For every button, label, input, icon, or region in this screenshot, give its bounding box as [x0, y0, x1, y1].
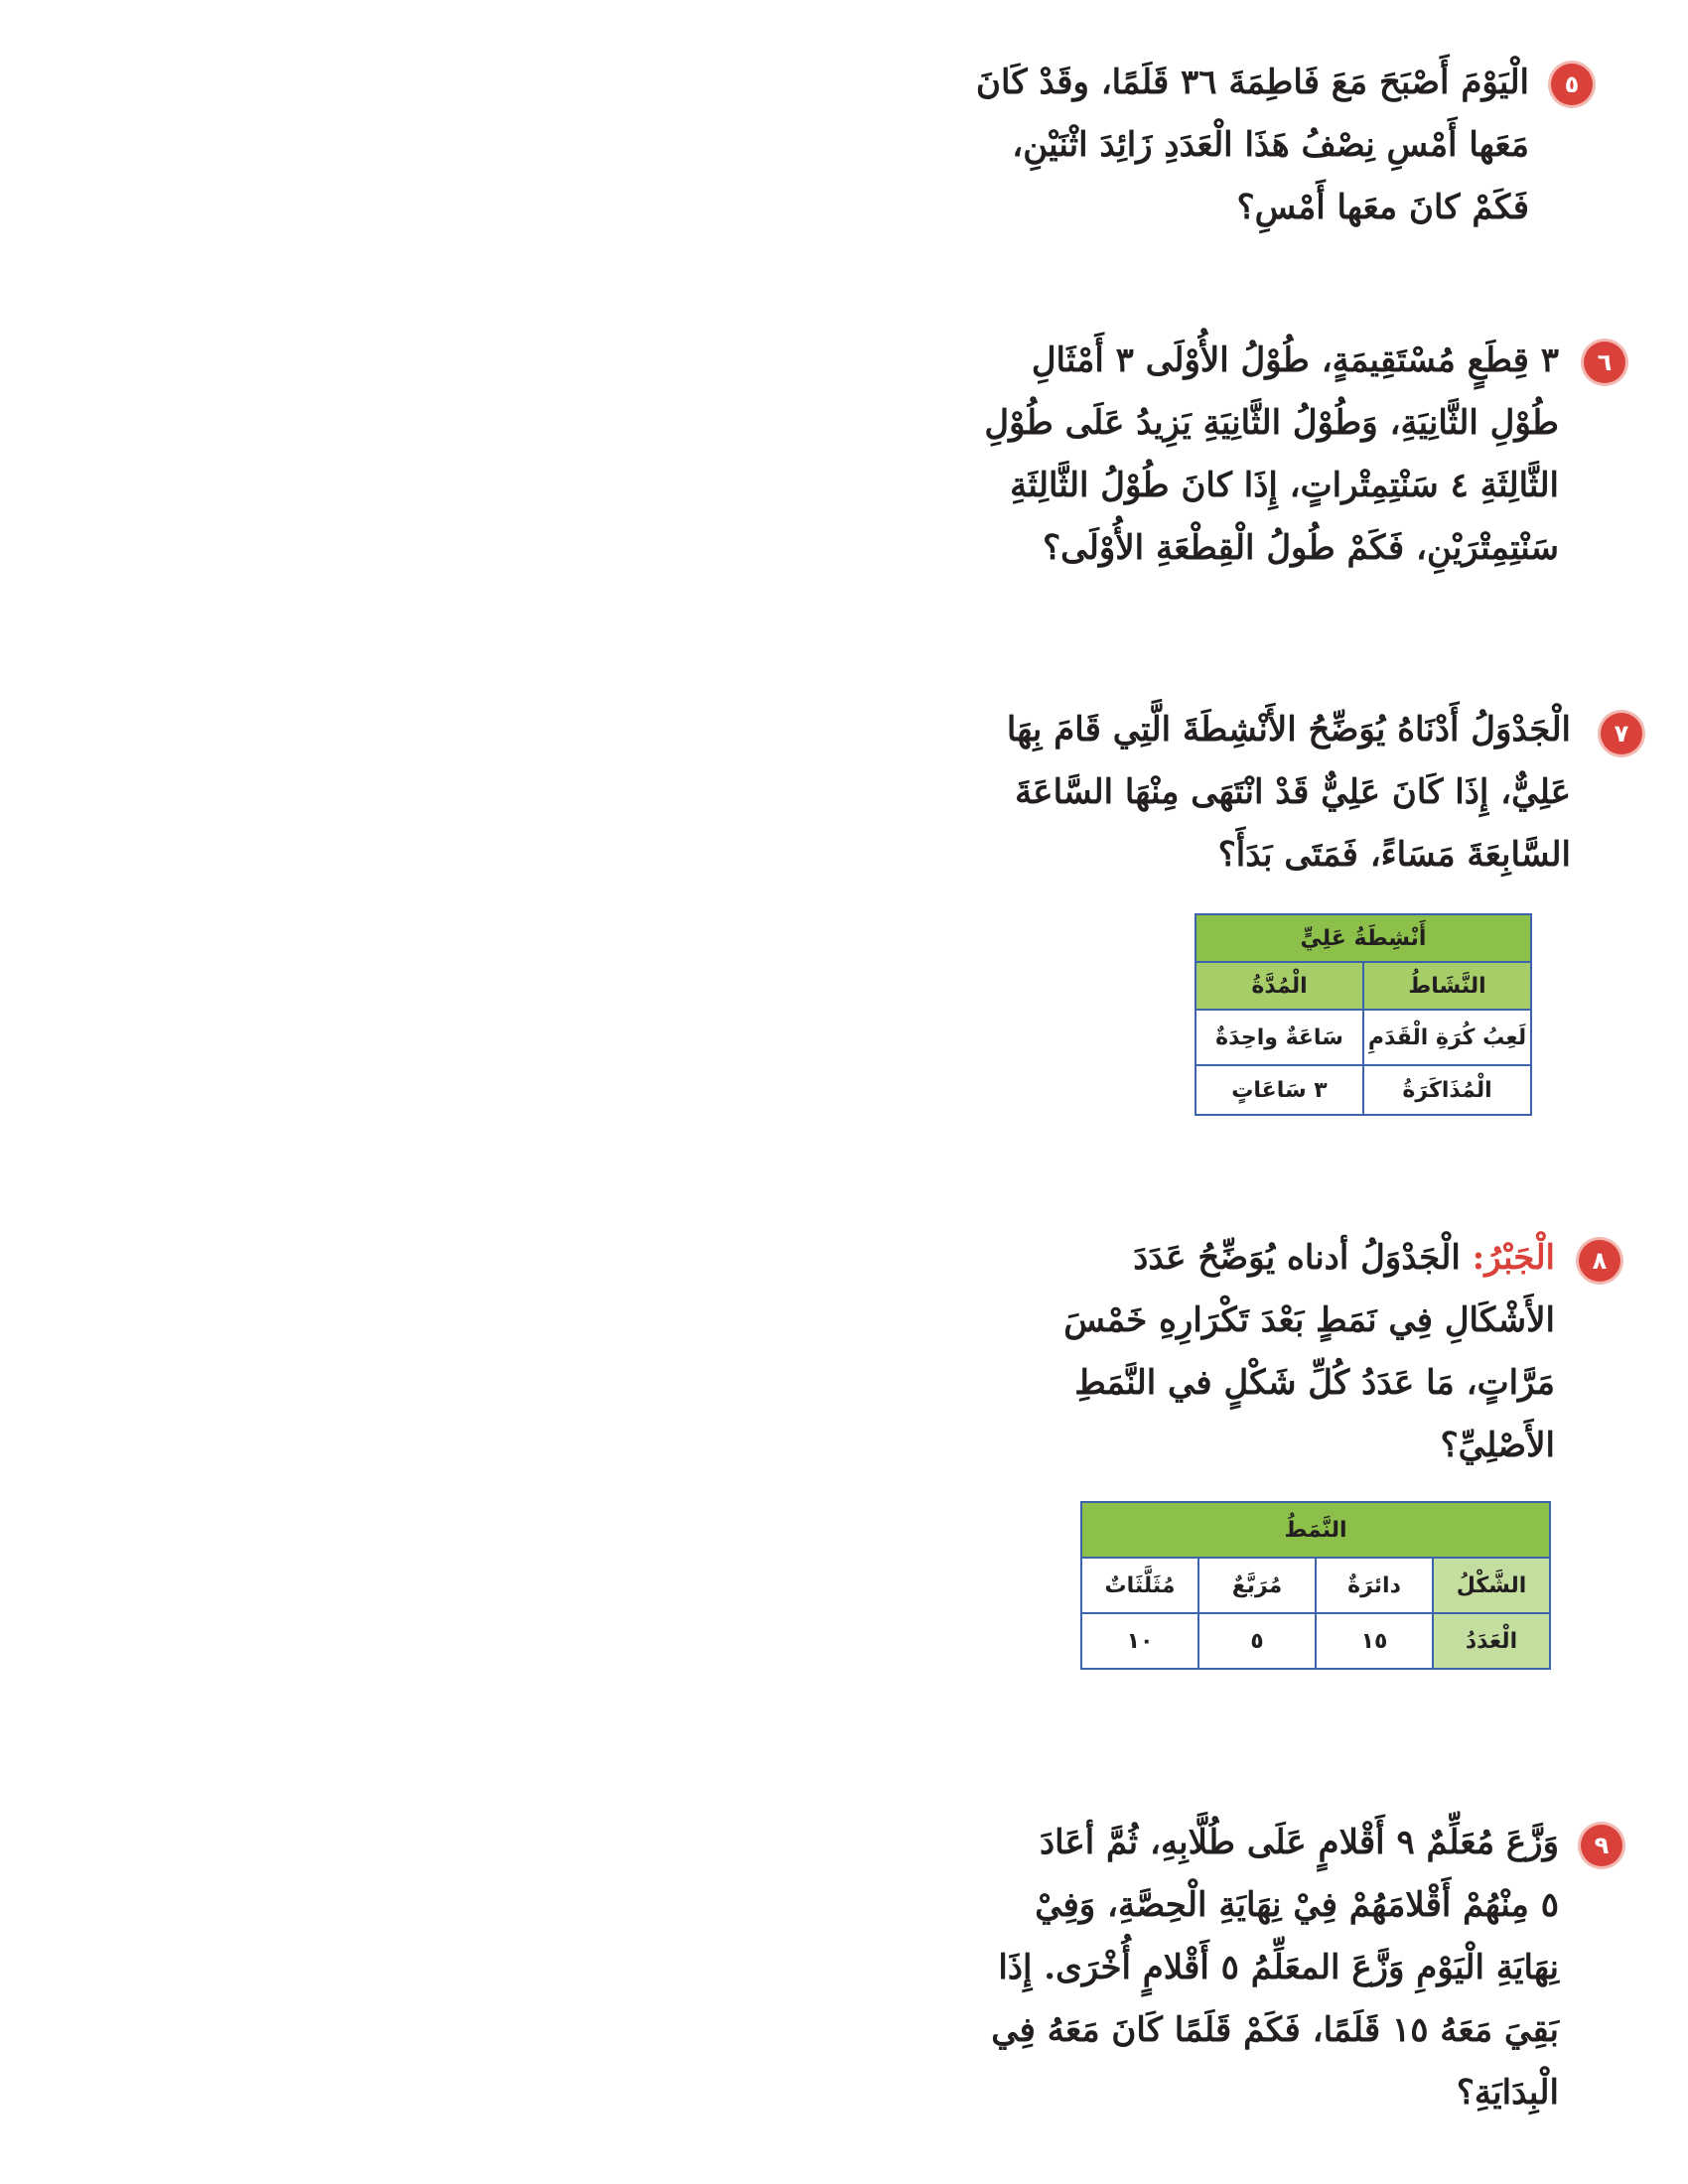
text-line: سَنْتِمِتْرَيْنِ، فَكَمْ طُولُ الْقِطْعَةِ الأُوْلَى؟	[1043, 528, 1559, 568]
activities-table	[1195, 913, 1532, 1116]
table-cell: لَعِبُ كُرَةِ الْقَدَمِ	[1363, 1010, 1531, 1065]
problem-text	[1063, 1227, 1555, 1477]
text-line: الْبِدَايَةِ؟	[1456, 2073, 1559, 2113]
problem-text	[991, 1812, 1559, 2124]
problem-text	[984, 330, 1559, 580]
problem-number-badge: ٦	[1584, 341, 1625, 383]
text-line: ٣ قِطَعٍ مُسْتَقِيمَةٍ، طُوْلُ الأُوْلَى ٣ أَمْثَالِ	[1031, 341, 1559, 380]
text-line: الْجَدْوَلُ أَدْنَاهُ يُوَضِّحُ الأَنْشِطَةَ الَّتِي قَامَ بِهَا	[1006, 710, 1571, 750]
text-line: طُوْلِ الثَّانِيَةِ، وَطُوْلُ الثَّانِيَةِ يَزِيدُ عَلَى طُوْلِ	[984, 403, 1559, 443]
problem-number-badge: ٨	[1579, 1240, 1620, 1282]
pattern-table	[1080, 1501, 1551, 1670]
table-cell: ١٥	[1316, 1613, 1433, 1669]
row-header-shape: الشَّكْلُ	[1433, 1558, 1550, 1613]
text-line: الأَشْكَالِ فِي نَمَطٍ بَعْدَ تَكْرَارِهِ خَمْسَ	[1063, 1300, 1555, 1340]
text-line: ٥ مِنْهُمْ أَقْلامَهُمْ فِيْ نِهَايَةِ الْحِصَّةِ، وَفِيْ	[1035, 1885, 1559, 1925]
text-line: وَزَّعَ مُعَلِّمٌ ٩ أَقْلامٍ عَلَى طُلَّابِهِ، ثُمَّ أعَادَ	[1039, 1823, 1559, 1862]
problem-text	[976, 52, 1529, 239]
text-line	[1063, 1227, 1555, 1290]
text-line: نِهَايَةِ الْيَوْمِ وَزَّعَ المعَلِّمُ ٥ أَقْلامٍ أُخْرَى. إِذَا	[998, 1948, 1559, 1987]
table-cell: الْمُذَاكَرَةُ	[1363, 1065, 1531, 1115]
text-line: الثَّالِثَةِ ٤ سَنْتِمِتْراتٍ، إِذَا كانَ طُوْلُ الثَّالِثَةِ	[1010, 466, 1559, 505]
text-line: عَلِيٌّ، إِذَا كَانَ عَلِيٌّ قَدْ انْتَهَى مِنْهَا السَّاعَةَ	[1015, 772, 1571, 812]
text-line: الأَصْلِيِّ؟	[1440, 1426, 1555, 1465]
table-title: النَّمَطُ	[1081, 1502, 1550, 1558]
column-header-duration: الْمُدَّةُ	[1196, 962, 1363, 1010]
table-cell: ٥	[1198, 1613, 1316, 1669]
table-cell: ٣ سَاعَاتٍ	[1196, 1065, 1363, 1115]
text-line: السَّابِعَةَ مَسَاءً، فَمَتَى بَدَأَ؟	[1217, 835, 1571, 875]
text-line: بَقِيَ مَعَهُ ١٥ قَلَمًا، فَكَمْ قَلَمًا كَانَ مَعَهُ فِي	[991, 2010, 1559, 2050]
table-cell: مُرَبَّعٌ	[1198, 1558, 1316, 1613]
problem-text	[1007, 699, 1571, 887]
problem-number-badge: ٧	[1601, 713, 1642, 754]
problem-number-badge: ٩	[1581, 1825, 1622, 1866]
text-line: فَكَمْ كانَ معَها أَمْسِ؟	[1236, 188, 1529, 227]
table-cell: ١٠	[1081, 1613, 1198, 1669]
row-header-count: الْعَدَدُ	[1433, 1613, 1550, 1669]
text-line: مَعَها أَمْسِ نِصْفُ هَذَا الْعَدَدِ زَائِدَ اثْنَيْنِ،	[1012, 125, 1529, 165]
algebra-label: الْجَبْرُ:	[1472, 1238, 1555, 1278]
table-title: أَنْشِطَةُ عَلِيٍّ	[1196, 914, 1531, 962]
problem-number-badge: ٥	[1551, 64, 1593, 105]
text-line: الْيَوْمَ أَصْبَحَ مَعَ فَاطِمَةَ ٣٦ قَلَمًا، وقَدْ كَانَ	[976, 63, 1529, 102]
table-cell: دائرَةٌ	[1316, 1558, 1433, 1613]
table-cell: سَاعَةٌ واحِدَةٌ	[1196, 1010, 1363, 1065]
table-cell: مُثَلَّثَاتٌ	[1081, 1558, 1198, 1613]
text-line-content: الْجَدْوَلُ أدناه يُوَضِّحُ عَدَدَ	[1133, 1238, 1461, 1278]
text-line: مَرَّاتٍ، مَا عَدَدُ كُلِّ شَكْلٍ في النَّمَطِ	[1074, 1363, 1555, 1403]
column-header-activity: النَّشَاطُ	[1363, 962, 1531, 1010]
